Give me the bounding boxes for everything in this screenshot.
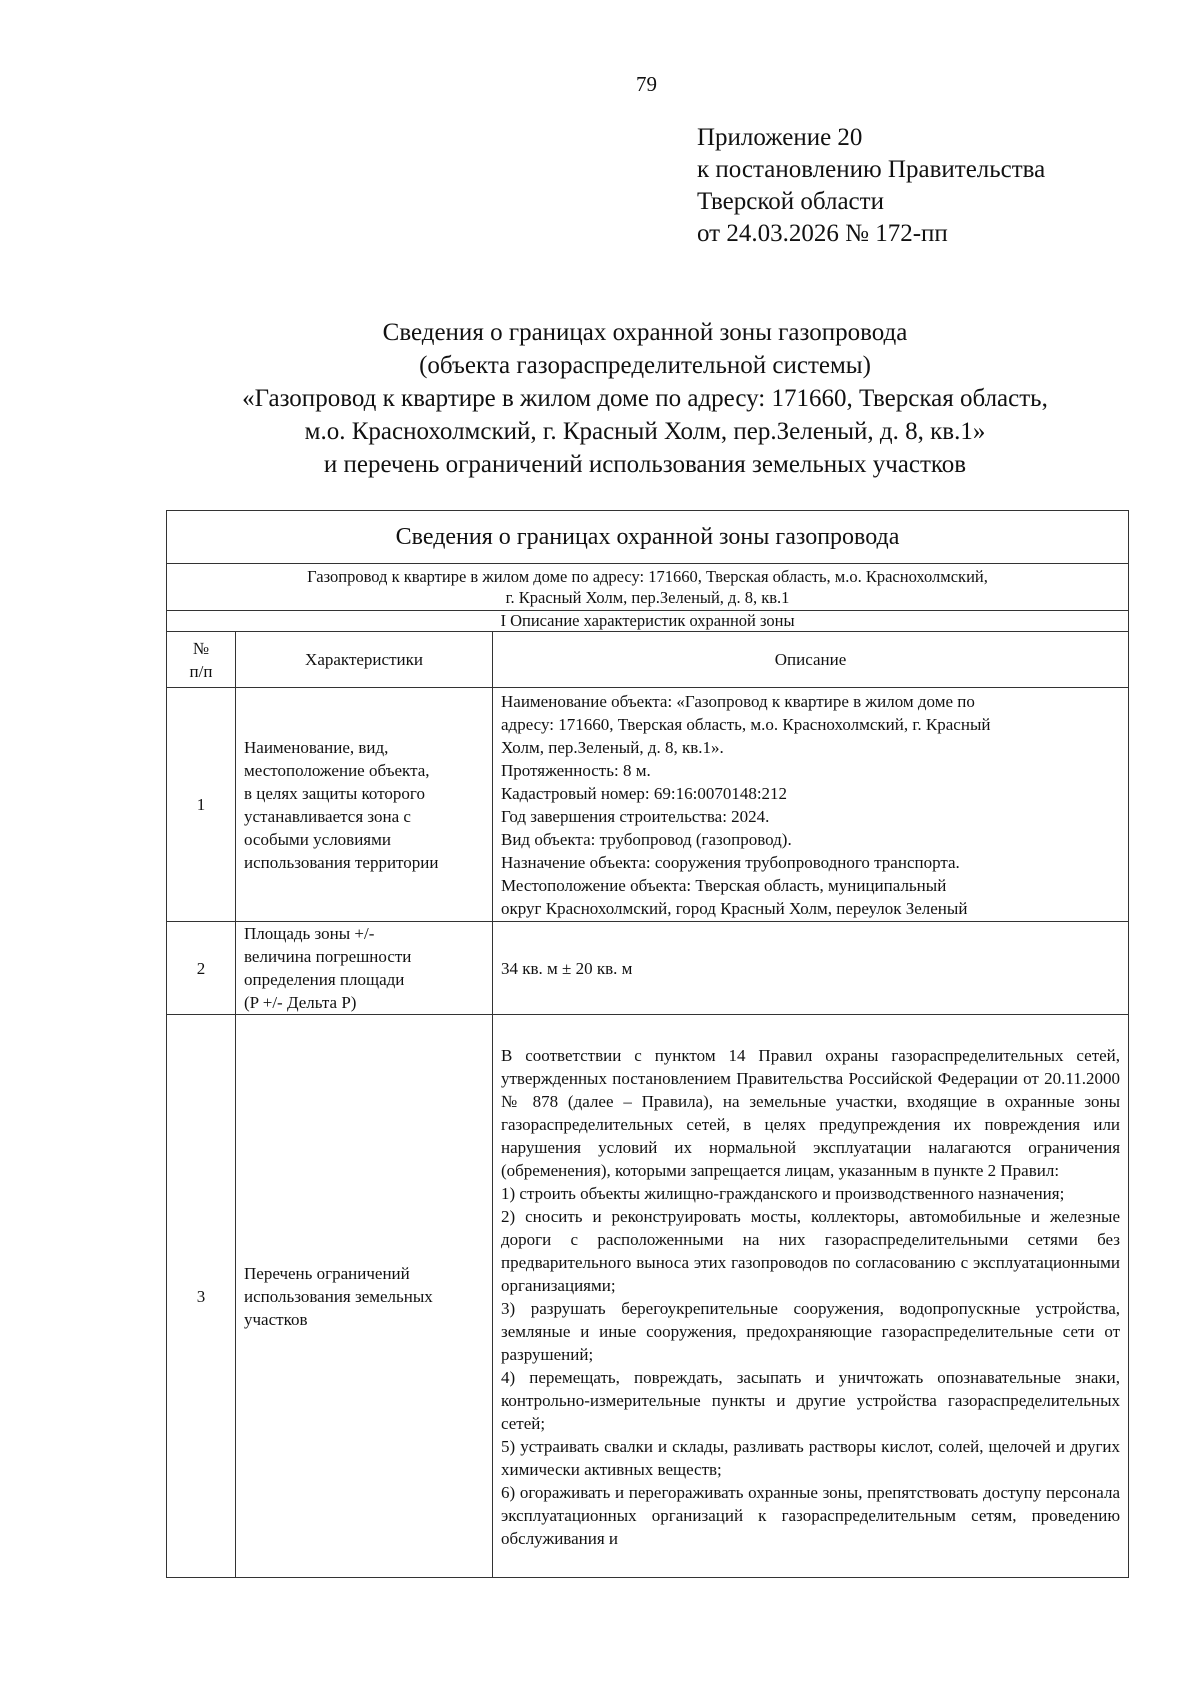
header-number-line: п/п bbox=[189, 661, 213, 681]
row-number: 3 bbox=[167, 1015, 236, 1578]
document-title bbox=[150, 316, 1140, 481]
char-line: (P +/- Дельта P) bbox=[244, 993, 357, 1012]
header-number bbox=[167, 632, 236, 688]
desc-line: Холм, пер.Зеленый, д. 8, кв.1». bbox=[501, 737, 724, 757]
table-section-row bbox=[167, 611, 1129, 632]
char-line: Наименование, вид, bbox=[244, 737, 389, 757]
table-header-row bbox=[167, 632, 1129, 688]
appendix-line: к постановлению Правительства bbox=[697, 156, 1046, 183]
table-row bbox=[167, 1015, 1129, 1578]
header-number-line: № bbox=[192, 638, 210, 658]
title-line: Сведения о границах охранной зоны газопровода bbox=[382, 319, 908, 346]
title-line: «Газопровод к квартире в жилом доме по адресу: 171660, Тверская область, bbox=[242, 385, 1048, 412]
char-line: величина погрешности bbox=[244, 947, 412, 966]
subtitle-line: г. Красный Холм, пер.Зеленый, д. 8, кв.1 bbox=[505, 588, 790, 607]
title-line: (объекта газораспределительной системы) bbox=[419, 352, 871, 379]
row-description: 34 кв. м ± 20 кв. м bbox=[493, 922, 1129, 1015]
char-line: Перечень ограничений bbox=[244, 1263, 410, 1283]
title-line: и перечень ограничений использования земельных участков bbox=[323, 451, 967, 478]
char-line: Площадь зоны +/- bbox=[244, 924, 375, 943]
row-characteristic bbox=[236, 922, 493, 1015]
char-line: местоположение объекта, bbox=[244, 760, 430, 780]
table-row bbox=[167, 922, 1129, 1015]
section-heading: I Описание характеристик охранной зоны bbox=[167, 611, 1129, 632]
restriction-paragraph: В соответствии с пунктом 14 Правил охраны газораспределительных сетей, утвержденных постановлением Правительства Российской Федерации от 20.11.2000 № 878 (далее – Правила), на земельные участки, входящие в охранные зоны газораспределительных сетей, в целях предупреждения их повреждения или нарушения условий их нормальной эксплуатации налагаются ограничения (обременения), которыми запрещается лицам, указанным в пункте 2 Правил: bbox=[501, 1046, 1121, 1180]
desc-line: Протяженность: 8 м. bbox=[501, 760, 651, 780]
appendix-line: от 24.03.2026 № 172-пп bbox=[697, 220, 948, 247]
char-line: особыми условиями bbox=[244, 829, 391, 849]
row-description bbox=[493, 688, 1129, 922]
appendix-line: Приложение 20 bbox=[697, 124, 863, 151]
subtitle-line: Газопровод к квартире в жилом доме по адресу: 171660, Тверская область, м.о. Краснохолмский, bbox=[307, 567, 988, 586]
restriction-item: 2) сносить и реконструировать мосты, коллекторы, автомобильные и железные дороги с расположенными на них газораспределительными сетями без предварительного выноса этих газопроводов по согласованию с эксплуатационными организациями; bbox=[501, 1207, 1121, 1295]
desc-line: округ Краснохолмский, город Красный Холм, переулок Зеленый bbox=[501, 898, 968, 918]
desc-line: адресу: 171660, Тверская область, м.о. Краснохолмский, г. Красный bbox=[501, 714, 991, 734]
restriction-item: 3) разрушать берегоукрепительные сооружения, водопропускные устройства, земляные и иные сооружения, предохраняющие газораспределительные сети от разрушений; bbox=[501, 1299, 1121, 1364]
char-line: в целях защиты которого bbox=[244, 783, 425, 803]
row-number: 1 bbox=[167, 688, 236, 922]
appendix-block bbox=[697, 122, 1045, 250]
boundaries-table bbox=[166, 510, 1129, 1578]
char-line: использования территории bbox=[244, 852, 439, 872]
table-row bbox=[167, 688, 1129, 922]
page-number: 79 bbox=[636, 72, 657, 96]
restriction-item: 1) строить объекты жилищно-гражданского и производственного назначения; bbox=[501, 1184, 1065, 1203]
desc-line: Год завершения строительства: 2024. bbox=[501, 806, 770, 826]
restriction-item: 6) огораживать и перегораживать охранные зоны, препятствовать доступу персонала эксплуатационных организаций к газораспределительным сетям, проведению обслуживания и bbox=[501, 1483, 1121, 1548]
table-title-row bbox=[167, 511, 1129, 564]
desc-line: Вид объекта: трубопровод (газопровод). bbox=[501, 829, 792, 849]
row-number: 2 bbox=[167, 922, 236, 1015]
restriction-item: 4) перемещать, повреждать, засыпать и уничтожать опознавательные знаки, контрольно-измерительные пункты и другие устройства газораспределительных сетей; bbox=[501, 1368, 1121, 1433]
table-subtitle bbox=[167, 564, 1129, 611]
char-line: определения площади bbox=[244, 970, 405, 989]
restriction-item: 5) устраивать свалки и склады, разливать растворы кислот, солей, щелочей и других химически активных веществ; bbox=[501, 1437, 1121, 1479]
row-characteristic bbox=[236, 1015, 493, 1578]
row-description bbox=[493, 1015, 1129, 1578]
title-line: м.о. Краснохолмский, г. Красный Холм, пер.Зеленый, д. 8, кв.1» bbox=[304, 418, 986, 445]
appendix-line: Тверской области bbox=[697, 188, 884, 215]
table-subtitle-row bbox=[167, 564, 1129, 611]
desc-line: Кадастровый номер: 69:16:0070148:212 bbox=[501, 783, 788, 803]
header-characteristics: Характеристики bbox=[236, 632, 493, 688]
table-title: Сведения о границах охранной зоны газопровода bbox=[167, 511, 1129, 564]
desc-line: Местоположение объекта: Тверская область, муниципальный bbox=[501, 875, 947, 895]
char-line: использования земельных bbox=[244, 1286, 433, 1306]
row-characteristic bbox=[236, 688, 493, 922]
desc-line: Назначение объекта: сооружения трубопроводного транспорта. bbox=[501, 852, 960, 872]
char-line: устанавливается зона с bbox=[244, 806, 411, 826]
char-line: участков bbox=[244, 1309, 308, 1329]
header-description: Описание bbox=[493, 632, 1129, 688]
desc-line: Наименование объекта: «Газопровод к квартире в жилом доме по bbox=[501, 691, 975, 711]
